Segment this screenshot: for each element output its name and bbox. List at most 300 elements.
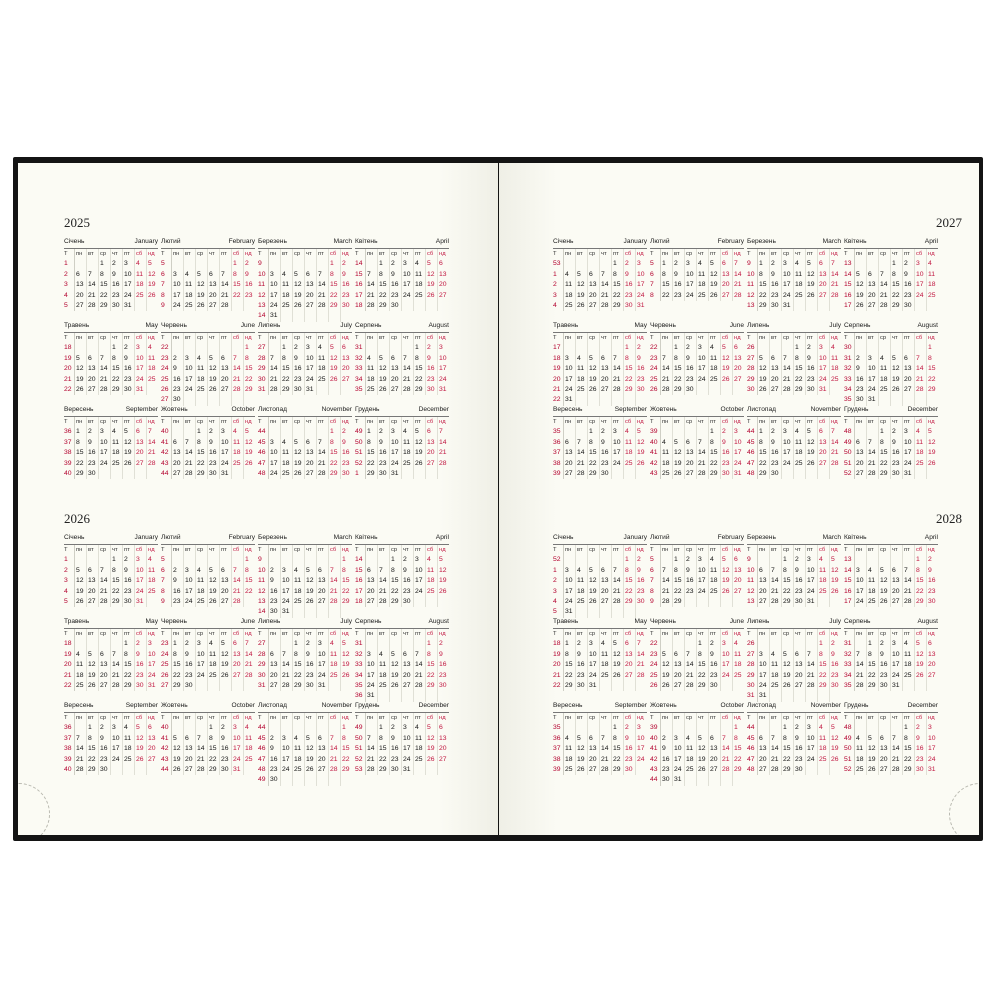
empty-day [866, 555, 878, 565]
weekday-header: чт [401, 333, 413, 343]
day-cell: 17 [866, 375, 878, 385]
week-number: 51 [844, 755, 852, 763]
week-number: 21 [553, 671, 561, 679]
weekday-header: вт [672, 249, 684, 259]
week-number: 49 [258, 776, 266, 784]
day-cell: 4 [413, 259, 425, 269]
weekday-header: пт [219, 417, 231, 427]
day-cell: 29 [708, 469, 720, 479]
day-cell: 27 [732, 587, 744, 597]
empty-day [817, 469, 829, 479]
day-cell: 2 [110, 259, 122, 269]
week-number: 41 [650, 449, 658, 457]
day-cell: 26 [292, 469, 304, 479]
empty-day [817, 765, 829, 775]
week-number: 44 [161, 469, 169, 477]
month-2026-06 [161, 618, 255, 691]
empty-day [878, 259, 890, 269]
day-cell: 12 [866, 744, 878, 754]
day-cell: 10 [122, 270, 134, 280]
day-cell: 19 [122, 448, 134, 458]
day-cell: 5 [195, 270, 207, 280]
weekday-header: пн [563, 417, 575, 427]
day-cell: 13 [757, 744, 769, 754]
day-cell: 22 [280, 375, 292, 385]
week-column-header: Т [161, 251, 165, 257]
week-number: 41 [161, 438, 169, 446]
day-cell: 20 [587, 291, 599, 301]
day-cell: 2 [623, 259, 635, 269]
day-cell: 2 [377, 427, 389, 437]
month-name-ua: Листопад [258, 406, 288, 413]
month-header [161, 322, 255, 331]
month-header [844, 406, 938, 415]
day-cell: 16 [425, 364, 437, 374]
month-header [747, 238, 841, 247]
month-name-en: November [321, 406, 352, 413]
day-cell: 24 [635, 755, 647, 765]
day-cell: 18 [292, 755, 304, 765]
day-cell: 30 [623, 765, 635, 775]
day-cell: 28 [365, 301, 377, 311]
day-cell: 8 [563, 650, 575, 660]
day-cell: 6 [817, 259, 829, 269]
week-number: 38 [553, 755, 561, 763]
day-cell: 24 [280, 597, 292, 607]
day-cell: 11 [316, 354, 328, 364]
month-header [355, 406, 449, 415]
day-cell: 26 [587, 597, 599, 607]
day-cell: 18 [708, 576, 720, 586]
week-number: 39 [553, 469, 561, 477]
day-cell: 14 [914, 364, 926, 374]
day-cell: 29 [890, 301, 902, 311]
weekday-header: чт [793, 249, 805, 259]
day-cell: 25 [623, 459, 635, 469]
day-cell: 24 [672, 765, 684, 775]
day-cell: 10 [183, 576, 195, 586]
day-cell: 16 [340, 448, 352, 458]
empty-day [793, 691, 805, 701]
week-number: 25 [161, 661, 169, 669]
weekday-header: чт [401, 629, 413, 639]
day-cell: 14 [878, 280, 890, 290]
week-number: 1 [553, 566, 557, 574]
day-cell: 5 [672, 438, 684, 448]
empty-day [781, 343, 793, 353]
day-cell: 17 [268, 291, 280, 301]
weekday-header: пн [365, 249, 377, 259]
day-cell: 19 [413, 448, 425, 458]
day-cell: 24 [563, 385, 575, 395]
day-cell: 5 [696, 734, 708, 744]
day-cell: 18 [122, 744, 134, 754]
month-header [64, 534, 158, 543]
month-2027-07 [747, 322, 841, 395]
day-cell: 13 [708, 744, 720, 754]
empty-day [171, 343, 183, 353]
day-cell: 14 [413, 660, 425, 670]
month-2028-10 [650, 702, 744, 786]
day-cell: 8 [781, 734, 793, 744]
day-cell: 16 [708, 660, 720, 670]
week-number: 9 [747, 556, 751, 564]
day-cell: 1 [696, 639, 708, 649]
day-cell: 20 [171, 459, 183, 469]
day-cell: 26 [304, 597, 316, 607]
empty-day [611, 681, 623, 691]
day-cell: 25 [660, 469, 672, 479]
day-cell: 5 [389, 650, 401, 660]
month-2028-06 [650, 618, 744, 691]
day-cell: 8 [672, 566, 684, 576]
month-header [64, 322, 158, 331]
month-header [844, 534, 938, 543]
day-cell: 24 [926, 755, 938, 765]
day-cell: 26 [926, 459, 938, 469]
week-number: 8 [161, 587, 165, 595]
day-cell: 13 [207, 280, 219, 290]
day-cell: 27 [437, 291, 449, 301]
week-number: 52 [844, 469, 852, 477]
day-cell: 24 [902, 459, 914, 469]
weekday-header: сб [623, 333, 635, 343]
day-cell: 21 [98, 587, 110, 597]
weekday-header: пт [122, 629, 134, 639]
day-cell: 28 [769, 765, 781, 775]
day-cell: 16 [243, 280, 255, 290]
week-number: 8 [650, 587, 654, 595]
week-number: 7 [161, 281, 165, 289]
empty-day [757, 639, 769, 649]
empty-day [902, 681, 914, 691]
weekday-header: нд [732, 713, 744, 723]
week-number: 46 [747, 745, 755, 753]
month-name-ua: Квітень [844, 238, 867, 245]
day-cell: 9 [575, 650, 587, 660]
day-cell: 9 [599, 438, 611, 448]
day-cell: 20 [74, 291, 86, 301]
weekday-header: пт [316, 629, 328, 639]
day-cell: 9 [660, 744, 672, 754]
day-cell: 10 [563, 576, 575, 586]
day-cell: 4 [316, 343, 328, 353]
weekday-header: чт [110, 713, 122, 723]
day-cell: 11 [660, 448, 672, 458]
day-cell: 24 [219, 459, 231, 469]
month-header [650, 702, 744, 711]
day-cell: 1 [377, 259, 389, 269]
day-cell: 24 [365, 681, 377, 691]
day-cell: 20 [623, 660, 635, 670]
month-name-en: May [634, 322, 647, 329]
day-cell: 3 [437, 343, 449, 353]
weekday-header: ср [389, 417, 401, 427]
week-number: 43 [650, 469, 658, 477]
day-cell: 25 [365, 385, 377, 395]
week-column-header: Т [355, 715, 359, 721]
empty-day [365, 259, 377, 269]
day-cell: 18 [599, 660, 611, 670]
day-cell: 19 [660, 671, 672, 681]
day-cell: 3 [268, 270, 280, 280]
week-number: 23 [650, 650, 658, 658]
empty-day [914, 343, 926, 353]
week-column-header: Т [553, 631, 557, 637]
weekday-header: нд [340, 713, 352, 723]
day-cell: 3 [757, 650, 769, 660]
day-cell: 12 [805, 270, 817, 280]
day-cell: 5 [866, 734, 878, 744]
month-name-ua: Грудень [355, 702, 380, 709]
day-cell: 6 [389, 354, 401, 364]
day-cell: 22 [623, 375, 635, 385]
day-cell: 8 [328, 270, 340, 280]
day-cell: 19 [829, 576, 841, 586]
day-cell: 9 [914, 734, 926, 744]
month-name-en: October [231, 702, 255, 709]
day-cell: 9 [805, 354, 817, 364]
day-cell: 29 [425, 681, 437, 691]
day-cell: 23 [890, 459, 902, 469]
day-cell: 15 [413, 364, 425, 374]
day-cell: 13 [769, 364, 781, 374]
year-label-2026: 2026 [64, 511, 90, 526]
day-cell: 11 [280, 280, 292, 290]
day-cell: 20 [437, 744, 449, 754]
weekday-header: чт [793, 417, 805, 427]
weekday-header: нд [926, 249, 938, 259]
day-cell: 11 [599, 650, 611, 660]
weekday-header: вт [377, 417, 389, 427]
day-cell: 5 [575, 734, 587, 744]
weekday-header: чт [890, 417, 902, 427]
day-cell: 14 [890, 744, 902, 754]
month-name-en: February [228, 534, 255, 541]
weekday-header: пт [708, 629, 720, 639]
empty-day [829, 385, 841, 395]
month-2026-05 [64, 618, 158, 691]
week-number: 33 [355, 661, 363, 669]
day-cell: 14 [660, 364, 672, 374]
week-number: 5 [161, 260, 165, 268]
day-cell: 8 [365, 438, 377, 448]
day-cell: 8 [243, 354, 255, 364]
weekday-header: пн [854, 629, 866, 639]
day-cell: 18 [207, 660, 219, 670]
empty-day [563, 259, 575, 269]
day-cell: 2 [854, 354, 866, 364]
day-cell: 3 [219, 427, 231, 437]
day-cell: 5 [611, 639, 623, 649]
day-cell: 7 [219, 270, 231, 280]
week-column-header: Т [844, 547, 848, 553]
month-grid [258, 712, 352, 786]
week-number: 14 [258, 608, 266, 616]
day-cell: 14 [268, 364, 280, 374]
day-cell: 16 [926, 576, 938, 586]
month-grid [844, 544, 938, 607]
day-cell: 27 [304, 469, 316, 479]
day-cell: 5 [243, 427, 255, 437]
month-name-en: January [134, 238, 158, 245]
day-cell: 14 [781, 364, 793, 374]
day-cell: 21 [268, 375, 280, 385]
day-cell: 11 [146, 354, 158, 364]
week-number: 30 [747, 385, 755, 393]
weekday-header: пт [805, 713, 817, 723]
week-number: 35 [844, 681, 852, 689]
day-cell: 6 [708, 734, 720, 744]
day-cell: 31 [926, 765, 938, 775]
day-cell: 30 [219, 765, 231, 775]
empty-day [611, 607, 623, 617]
month-2025-11 [258, 406, 352, 479]
day-cell: 9 [684, 354, 696, 364]
month-name-ua: Січень [64, 238, 85, 245]
day-cell: 20 [340, 364, 352, 374]
empty-day [316, 775, 328, 785]
month-name-ua: Жовтень [161, 406, 188, 413]
empty-day [732, 385, 744, 395]
empty-day [660, 343, 672, 353]
month-grid [64, 712, 158, 775]
empty-day [146, 385, 158, 395]
month-name-ua: Березень [258, 238, 287, 245]
day-cell: 14 [599, 744, 611, 754]
day-cell: 24 [268, 469, 280, 479]
day-cell: 28 [684, 681, 696, 691]
empty-day [854, 555, 866, 565]
month-name-en: November [810, 702, 841, 709]
day-cell: 16 [86, 448, 98, 458]
weekday-header: пн [563, 333, 575, 343]
day-cell: 23 [219, 755, 231, 765]
day-cell: 16 [401, 576, 413, 586]
empty-day [829, 469, 841, 479]
day-cell: 14 [769, 744, 781, 754]
day-cell: 6 [854, 438, 866, 448]
day-cell: 25 [684, 765, 696, 775]
day-cell: 26 [328, 375, 340, 385]
month-grid [747, 416, 841, 479]
week-number: 29 [258, 661, 266, 669]
week-number: 48 [258, 469, 266, 477]
day-cell: 15 [672, 576, 684, 586]
day-cell: 3 [635, 259, 647, 269]
day-cell: 7 [328, 566, 340, 576]
weekday-header: сб [914, 629, 926, 639]
day-cell: 5 [720, 343, 732, 353]
day-cell: 13 [878, 744, 890, 754]
day-cell: 20 [231, 660, 243, 670]
week-number: 42 [650, 459, 658, 467]
month-2025-10 [161, 406, 255, 479]
week-column-header: Т [650, 715, 654, 721]
day-cell: 24 [134, 375, 146, 385]
day-cell: 1 [243, 343, 255, 353]
month-name-ua: Червень [161, 322, 187, 329]
empty-day [769, 555, 781, 565]
weekday-header: нд [146, 417, 158, 427]
day-cell: 20 [86, 587, 98, 597]
week-number: 18 [355, 597, 363, 605]
day-cell: 18 [413, 280, 425, 290]
weekday-header: сб [623, 713, 635, 723]
day-cell: 11 [195, 576, 207, 586]
day-cell: 21 [732, 280, 744, 290]
day-cell: 30 [902, 301, 914, 311]
weekday-header: пн [171, 249, 183, 259]
empty-day [328, 723, 340, 733]
day-cell: 12 [304, 576, 316, 586]
week-number: 40 [64, 765, 72, 773]
day-cell: 14 [599, 280, 611, 290]
day-cell: 12 [926, 438, 938, 448]
day-cell: 15 [878, 448, 890, 458]
week-number: 37 [64, 438, 72, 446]
day-cell: 19 [86, 671, 98, 681]
month-grid [161, 544, 255, 607]
week-number: 9 [258, 556, 262, 564]
empty-day [720, 723, 732, 733]
week-number: 35 [553, 724, 561, 732]
day-cell: 25 [708, 587, 720, 597]
day-cell: 16 [769, 448, 781, 458]
week-number: 17 [844, 597, 852, 605]
weekday-header: пт [413, 333, 425, 343]
weekday-header: пн [365, 713, 377, 723]
month-name-en: May [634, 618, 647, 625]
weekday-header: сб [231, 545, 243, 555]
empty-day [304, 555, 316, 565]
weekday-header: ср [389, 713, 401, 723]
weekday-header: пн [365, 417, 377, 427]
weekday-header: вт [183, 545, 195, 555]
day-cell: 11 [292, 744, 304, 754]
weekday-header: чт [110, 249, 122, 259]
weekday-header: нд [635, 629, 647, 639]
empty-day [781, 639, 793, 649]
empty-day [854, 259, 866, 269]
day-cell: 9 [340, 270, 352, 280]
day-cell: 22 [110, 587, 122, 597]
day-cell: 2 [268, 734, 280, 744]
day-cell: 28 [599, 765, 611, 775]
weekday-header: пт [902, 249, 914, 259]
day-cell: 3 [684, 259, 696, 269]
weekday-header: вт [86, 545, 98, 555]
day-cell: 7 [401, 354, 413, 364]
weekday-header: чт [696, 629, 708, 639]
day-cell: 30 [635, 597, 647, 607]
weekday-header: пн [171, 629, 183, 639]
day-cell: 2 [623, 723, 635, 733]
month-header [747, 534, 841, 543]
weekday-header: ср [684, 545, 696, 555]
weekday-header: пт [316, 545, 328, 555]
day-cell: 28 [316, 469, 328, 479]
day-cell: 19 [575, 291, 587, 301]
day-cell: 24 [437, 375, 449, 385]
day-cell: 23 [377, 459, 389, 469]
weekday-header: нд [829, 545, 841, 555]
day-cell: 16 [720, 448, 732, 458]
day-cell: 20 [732, 364, 744, 374]
day-cell: 15 [866, 660, 878, 670]
day-cell: 28 [219, 301, 231, 311]
month-name-en: April [435, 238, 449, 245]
